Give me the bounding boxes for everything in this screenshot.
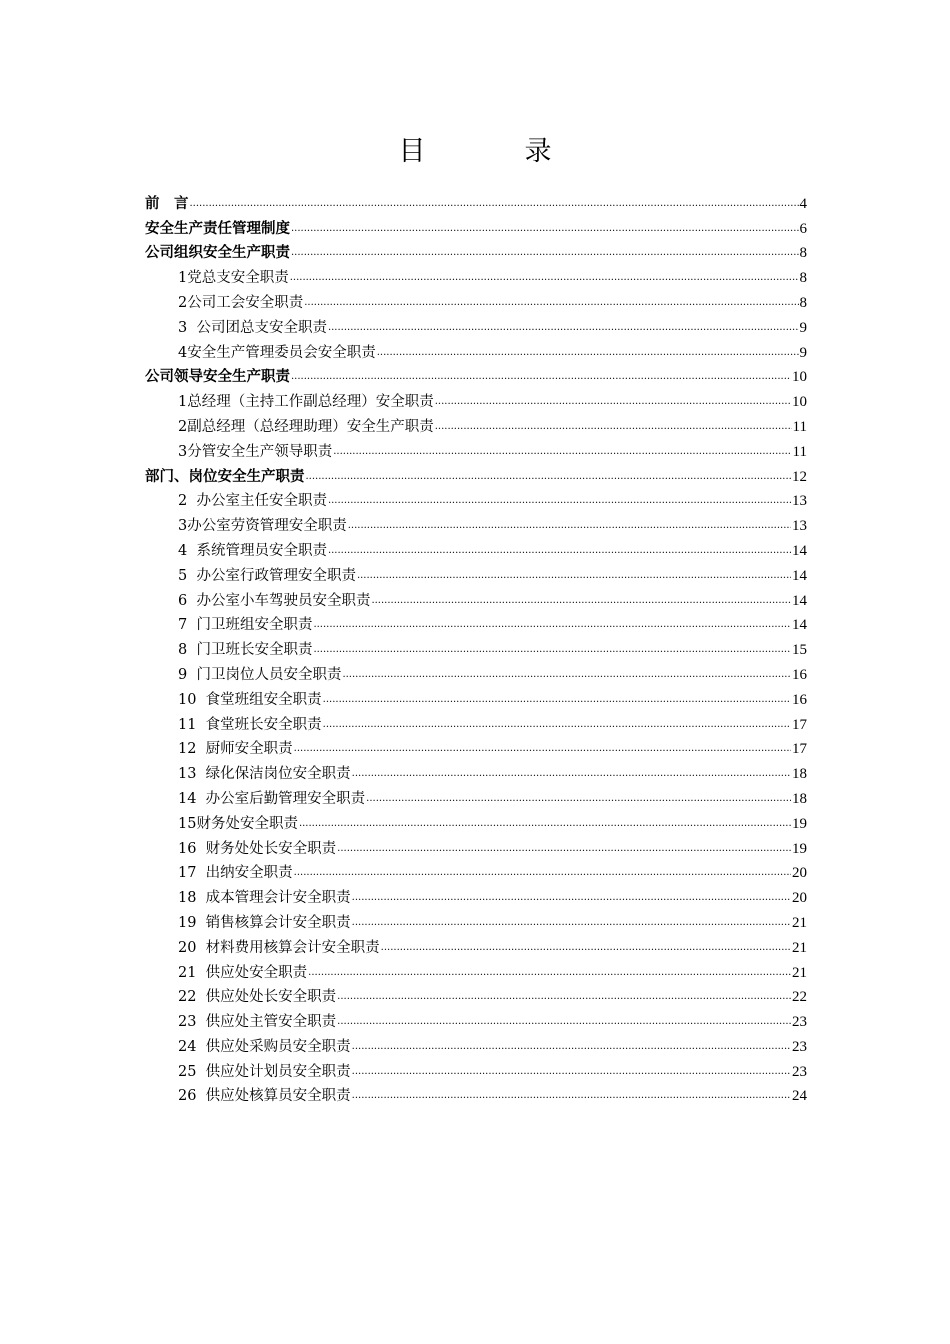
toc-entry-page-number: 14 bbox=[792, 617, 807, 634]
dot-leader bbox=[352, 1040, 791, 1054]
dot-leader bbox=[381, 941, 791, 955]
toc-entry[interactable] bbox=[145, 660, 807, 685]
toc-entry-title: 3 公司团总支安全职责 bbox=[178, 319, 327, 336]
toc-entry-title: 15财务处安全职责 bbox=[178, 815, 298, 832]
toc-entry-title: 23 供应处主管安全职责 bbox=[178, 1014, 337, 1031]
toc-entry-title: 4安全生产管理委员会安全职责 bbox=[178, 344, 376, 361]
toc-entry-page-number: 8 bbox=[799, 245, 807, 262]
dot-leader bbox=[435, 420, 792, 434]
toc-entry-page-number: 24 bbox=[792, 1088, 807, 1105]
toc-entry-page-number: 22 bbox=[792, 989, 807, 1006]
toc-entry-title: 4 系统管理员安全职责 bbox=[178, 542, 327, 559]
toc-entry[interactable] bbox=[145, 908, 807, 933]
toc-entry-page-number: 23 bbox=[792, 1038, 807, 1055]
dot-leader bbox=[190, 197, 799, 211]
dot-leader bbox=[323, 693, 791, 707]
dot-leader bbox=[328, 494, 791, 508]
toc-entry-title: 25 供应处计划员安全职责 bbox=[178, 1063, 351, 1080]
toc-entry-page-number: 17 bbox=[792, 741, 807, 758]
toc-entry-page-number: 10 bbox=[792, 394, 807, 411]
dot-leader bbox=[352, 1089, 791, 1103]
dot-leader bbox=[352, 767, 791, 781]
toc-entry[interactable] bbox=[145, 958, 807, 983]
dot-leader bbox=[348, 519, 791, 533]
toc-entry-page-number: 4 bbox=[799, 195, 807, 212]
dot-leader bbox=[291, 370, 791, 384]
toc-entry[interactable] bbox=[145, 784, 807, 809]
toc-entry-page-number: 14 bbox=[792, 567, 807, 584]
toc-entry-page-number: 23 bbox=[792, 1014, 807, 1031]
dot-leader bbox=[366, 792, 791, 806]
dot-leader bbox=[342, 668, 791, 682]
toc-entry-page-number: 15 bbox=[792, 642, 807, 659]
toc-entry-title: 7 门卫班组安全职责 bbox=[178, 617, 313, 634]
toc-entry-page-number: 13 bbox=[792, 493, 807, 510]
toc-entry-page-number: 20 bbox=[792, 890, 807, 907]
toc-entry-page-number: 21 bbox=[792, 964, 807, 981]
toc-entry[interactable] bbox=[145, 933, 807, 958]
toc-entry-page-number: 19 bbox=[792, 815, 807, 832]
dot-leader bbox=[435, 395, 791, 409]
toc-entry-page-number: 18 bbox=[792, 766, 807, 783]
dot-leader bbox=[290, 271, 799, 285]
toc-entry-page-number: 16 bbox=[792, 691, 807, 708]
toc-entry-page-number: 20 bbox=[792, 865, 807, 882]
dot-leader bbox=[352, 1065, 791, 1079]
toc-entry-page-number: 9 bbox=[799, 344, 807, 361]
toc-entry-title: 公司领导安全生产职责 bbox=[145, 368, 290, 386]
toc-entry[interactable] bbox=[145, 809, 807, 834]
toc-entry-title: 16 财务处处长安全职责 bbox=[178, 840, 337, 857]
toc-entry[interactable] bbox=[145, 313, 807, 338]
toc-entry-title: 24 供应处采购员安全职责 bbox=[178, 1038, 351, 1055]
toc-entry[interactable] bbox=[145, 759, 807, 784]
toc-entry-page-number: 21 bbox=[792, 939, 807, 956]
toc-entry-page-number: 21 bbox=[792, 914, 807, 931]
toc-entry[interactable] bbox=[145, 710, 807, 735]
toc-entry[interactable] bbox=[145, 1057, 807, 1082]
toc-entry[interactable] bbox=[145, 363, 807, 388]
toc-entry[interactable] bbox=[145, 983, 807, 1008]
toc-entry-title: 前 言 bbox=[145, 194, 189, 212]
toc-entry-page-number: 11 bbox=[792, 443, 807, 460]
toc-entry-title: 19 销售核算会计安全职责 bbox=[178, 914, 351, 931]
toc-entry-page-number: 6 bbox=[799, 220, 807, 237]
dot-leader bbox=[333, 445, 791, 459]
dot-leader bbox=[291, 222, 799, 236]
toc-entry[interactable] bbox=[145, 561, 807, 586]
dot-leader bbox=[352, 916, 791, 930]
toc-entry-title: 12 厨师安全职责 bbox=[178, 741, 293, 758]
toc-entry[interactable] bbox=[145, 611, 807, 636]
toc-entry-title: 3办公室劳资管理安全职责 bbox=[178, 518, 347, 535]
toc-entry-page-number: 18 bbox=[792, 790, 807, 807]
toc-entry[interactable] bbox=[145, 1007, 807, 1032]
dot-leader bbox=[313, 618, 791, 632]
toc-entry[interactable] bbox=[145, 288, 807, 313]
toc-entry-title: 部门、岗位安全生产职责 bbox=[145, 467, 305, 485]
toc-entry-title: 14 办公室后勤管理安全职责 bbox=[178, 790, 366, 807]
toc-title: 目 录 bbox=[398, 136, 588, 167]
toc-entry-title: 26 供应处核算员安全职责 bbox=[178, 1088, 351, 1105]
dot-leader bbox=[357, 569, 791, 583]
toc-entry[interactable] bbox=[145, 214, 807, 239]
toc-entry[interactable] bbox=[145, 635, 807, 660]
dot-leader bbox=[337, 842, 791, 856]
toc-entry-title: 22 供应处处长安全职责 bbox=[178, 989, 337, 1006]
toc-entry[interactable] bbox=[145, 487, 807, 512]
toc-entry-page-number: 16 bbox=[792, 666, 807, 683]
toc-entry-page-number: 11 bbox=[792, 418, 807, 435]
toc-entry[interactable] bbox=[145, 412, 807, 437]
toc-entry[interactable] bbox=[145, 883, 807, 908]
toc-entry-title: 公司组织安全生产职责 bbox=[145, 244, 290, 262]
toc-entry[interactable] bbox=[145, 462, 807, 487]
toc-entry-page-number: 14 bbox=[792, 592, 807, 609]
toc-entry-title: 6 办公室小车驾驶员安全职责 bbox=[178, 592, 371, 609]
dot-leader bbox=[371, 594, 791, 608]
toc-entry[interactable] bbox=[145, 859, 807, 884]
toc-entry-page-number: 8 bbox=[799, 294, 807, 311]
toc-entry[interactable] bbox=[145, 263, 807, 288]
toc-entry-title: 2 办公室主任安全职责 bbox=[178, 493, 327, 510]
toc-entry-title: 18 成本管理会计安全职责 bbox=[178, 890, 351, 907]
dot-leader bbox=[294, 742, 791, 756]
toc-entry[interactable] bbox=[145, 511, 807, 536]
toc-entry-title: 2公司工会安全职责 bbox=[178, 294, 304, 311]
dot-leader bbox=[291, 246, 799, 260]
toc-entry-title: 1党总支安全职责 bbox=[178, 270, 289, 287]
toc-entry-title: 10 食堂班组安全职责 bbox=[178, 691, 322, 708]
toc-entry-title: 17 出纳安全职责 bbox=[178, 865, 293, 882]
toc-entry-title: 1总经理（主持工作副总经理）安全职责 bbox=[178, 394, 434, 411]
toc-entry-title: 20 材料费用核算会计安全职责 bbox=[178, 939, 380, 956]
toc-entry[interactable] bbox=[145, 239, 807, 264]
dot-leader bbox=[337, 990, 791, 1004]
toc-entry[interactable] bbox=[145, 536, 807, 561]
toc-entry[interactable] bbox=[145, 685, 807, 710]
toc-entry-title: 21 供应处安全职责 bbox=[178, 964, 308, 981]
dot-leader bbox=[328, 544, 791, 558]
dot-leader bbox=[299, 817, 791, 831]
toc-entry[interactable] bbox=[145, 387, 807, 412]
toc-entry[interactable] bbox=[145, 338, 807, 363]
toc-entry[interactable] bbox=[145, 437, 807, 462]
toc-entry[interactable] bbox=[145, 834, 807, 859]
dot-leader bbox=[294, 866, 791, 880]
dot-leader bbox=[377, 346, 799, 360]
dot-leader bbox=[337, 1015, 791, 1029]
dot-leader bbox=[352, 891, 791, 905]
toc-entry-page-number: 19 bbox=[792, 840, 807, 857]
toc-entry-title: 3分管安全生产领导职责 bbox=[178, 443, 333, 460]
toc-entry-page-number: 23 bbox=[792, 1063, 807, 1080]
toc-entry-page-number: 9 bbox=[799, 319, 807, 336]
dot-leader bbox=[306, 470, 792, 484]
dot-leader bbox=[308, 966, 791, 980]
dot-leader bbox=[323, 718, 791, 732]
toc-entry[interactable] bbox=[145, 1032, 807, 1057]
table-of-contents bbox=[145, 189, 807, 1106]
toc-entry[interactable] bbox=[145, 189, 807, 214]
toc-entry-title: 安全生产责任管理制度 bbox=[145, 219, 290, 237]
toc-entry-title: 5 办公室行政管理安全职责 bbox=[178, 567, 356, 584]
dot-leader bbox=[304, 296, 798, 310]
toc-entry-title: 8 门卫班长安全职责 bbox=[178, 642, 313, 659]
toc-entry-page-number: 10 bbox=[792, 369, 807, 386]
toc-entry[interactable] bbox=[145, 1082, 807, 1107]
toc-entry-page-number: 12 bbox=[792, 468, 807, 485]
toc-entry-page-number: 8 bbox=[799, 270, 807, 287]
dot-leader bbox=[328, 321, 799, 335]
toc-entry[interactable] bbox=[145, 735, 807, 760]
toc-entry-page-number: 14 bbox=[792, 542, 807, 559]
toc-entry-page-number: 17 bbox=[792, 716, 807, 733]
dot-leader bbox=[313, 643, 791, 657]
toc-entry[interactable] bbox=[145, 586, 807, 611]
toc-entry-title: 2副总经理（总经理助理）安全生产职责 bbox=[178, 418, 434, 435]
toc-entry-title: 11 食堂班长安全职责 bbox=[178, 716, 322, 733]
toc-entry-page-number: 13 bbox=[792, 518, 807, 535]
toc-entry-title: 9 门卫岗位人员安全职责 bbox=[178, 666, 342, 683]
toc-entry-title: 13 绿化保洁岗位安全职责 bbox=[178, 766, 351, 783]
